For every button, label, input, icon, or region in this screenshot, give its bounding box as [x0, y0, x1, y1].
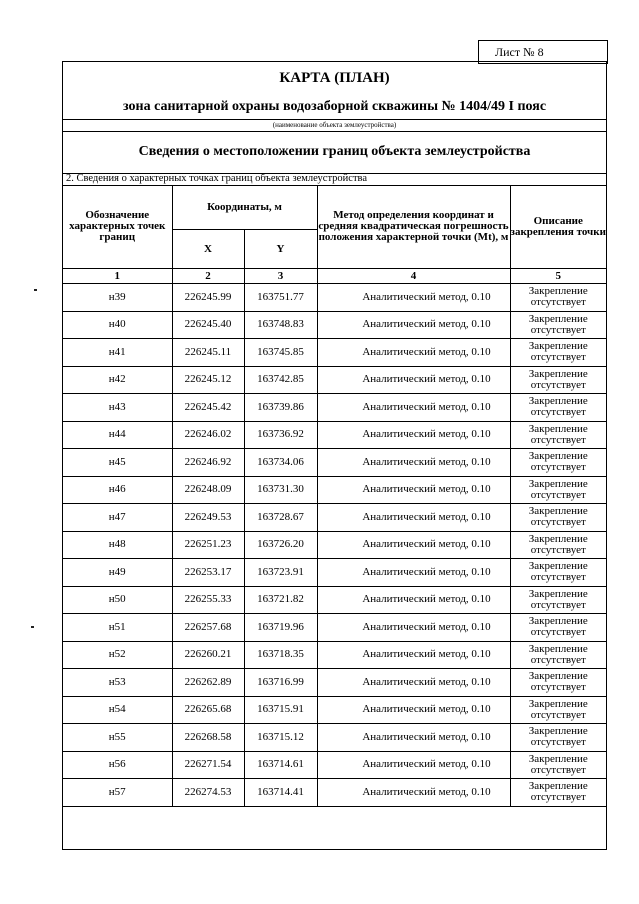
cell-method: Аналитический метод, 0.10: [317, 586, 510, 614]
cell-y: 163745.85: [244, 339, 317, 367]
table-row: [63, 476, 606, 504]
document-title: КАРТА (ПЛАН): [279, 70, 390, 86]
cell-point: н39: [63, 284, 172, 312]
table-row: [63, 669, 606, 697]
header-point-designation: Обозначение характерных точек границ: [63, 185, 172, 269]
section-title: Сведения о местоположении границ объекта землеустройства: [63, 131, 606, 174]
cell-x: 226268.58: [172, 724, 244, 752]
column-number: 4: [317, 269, 510, 284]
table-row: [63, 641, 606, 669]
cell-description: Закрепление отсутствует: [510, 366, 606, 394]
cell-description: Закрепление отсутствует: [510, 779, 606, 807]
table-row: [63, 311, 606, 339]
header-description: Описание закрепления точки: [510, 185, 606, 269]
cell-point: н47: [63, 504, 172, 532]
cell-y: 163742.85: [244, 366, 317, 394]
table-row: [63, 696, 606, 724]
table-row: [63, 751, 606, 779]
cell-x: 226257.68: [172, 614, 244, 642]
table-row: [63, 614, 606, 642]
cell-point: н46: [63, 476, 172, 504]
cell-x: 226262.89: [172, 669, 244, 697]
table-row: [63, 339, 606, 367]
table-row: [63, 421, 606, 449]
cell-description: Закрепление отсутствует: [510, 669, 606, 697]
cell-description: Закрепление отсутствует: [510, 751, 606, 779]
cell-point: н49: [63, 559, 172, 587]
cell-x: 226245.42: [172, 394, 244, 422]
column-number: 5: [510, 269, 606, 284]
cell-x: 226265.68: [172, 696, 244, 724]
cell-method: Аналитический метод, 0.10: [317, 641, 510, 669]
cell-y: 163721.82: [244, 586, 317, 614]
header-y: Y: [244, 230, 317, 269]
cell-x: 226246.92: [172, 449, 244, 477]
cell-y: 163715.91: [244, 696, 317, 724]
cell-description: Закрепление отсутствует: [510, 696, 606, 724]
cell-description: Закрепление отсутствует: [510, 476, 606, 504]
cell-method: Аналитический метод, 0.10: [317, 394, 510, 422]
cell-point: н53: [63, 669, 172, 697]
table-footer-blank: [63, 806, 606, 825]
cell-x: 226260.21: [172, 641, 244, 669]
boundary-points-table: [63, 185, 606, 825]
cell-point: н56: [63, 751, 172, 779]
column-number: 1: [63, 269, 172, 284]
cell-description: Закрепление отсутствует: [510, 284, 606, 312]
cell-y: 163734.06: [244, 449, 317, 477]
table-row: [63, 724, 606, 752]
cell-description: Закрепление отсутствует: [510, 531, 606, 559]
cell-method: Аналитический метод, 0.10: [317, 531, 510, 559]
cell-method: Аналитический метод, 0.10: [317, 284, 510, 312]
cell-description: Закрепление отсутствует: [510, 724, 606, 752]
header-x: X: [172, 230, 244, 269]
cell-point: н41: [63, 339, 172, 367]
cell-description: Закрепление отсутствует: [510, 614, 606, 642]
cell-x: 226274.53: [172, 779, 244, 807]
cell-description: Закрепление отсутствует: [510, 311, 606, 339]
table-row: [63, 531, 606, 559]
cell-method: Аналитический метод, 0.10: [317, 724, 510, 752]
cell-description: Закрепление отсутствует: [510, 449, 606, 477]
cell-description: Закрепление отсутствует: [510, 641, 606, 669]
cell-point: н43: [63, 394, 172, 422]
cell-y: 163715.12: [244, 724, 317, 752]
cell-y: 163736.92: [244, 421, 317, 449]
cell-method: Аналитический метод, 0.10: [317, 751, 510, 779]
cell-description: Закрепление отсутствует: [510, 394, 606, 422]
cell-y: 163719.96: [244, 614, 317, 642]
header-coordinates: Координаты, м: [172, 185, 317, 230]
cell-point: н44: [63, 421, 172, 449]
table-row: [63, 449, 606, 477]
sheet-number-label: Лист № 8: [478, 40, 608, 64]
table-body: [63, 284, 606, 807]
column-number: 3: [244, 269, 317, 284]
cell-x: 226245.99: [172, 284, 244, 312]
cell-x: 226255.33: [172, 586, 244, 614]
section-subheading: 2. Сведения о характерных точках границ объекта землеустройства: [63, 173, 606, 186]
cell-method: Аналитический метод, 0.10: [317, 614, 510, 642]
cell-point: н52: [63, 641, 172, 669]
cell-x: 226246.02: [172, 421, 244, 449]
cell-description: Закрепление отсутствует: [510, 504, 606, 532]
cell-description: Закрепление отсутствует: [510, 559, 606, 587]
cell-y: 163716.99: [244, 669, 317, 697]
table-row: [63, 366, 606, 394]
table-row: [63, 504, 606, 532]
cell-point: н48: [63, 531, 172, 559]
cell-method: Аналитический метод, 0.10: [317, 449, 510, 477]
cell-x: 226245.11: [172, 339, 244, 367]
cell-y: 163728.67: [244, 504, 317, 532]
cell-point: н45: [63, 449, 172, 477]
cell-x: 226251.23: [172, 531, 244, 559]
cell-point: н54: [63, 696, 172, 724]
cell-description: Закрепление отсутствует: [510, 586, 606, 614]
cell-y: 163723.91: [244, 559, 317, 587]
cell-method: Аналитический метод, 0.10: [317, 559, 510, 587]
cell-point: н42: [63, 366, 172, 394]
cell-point: н50: [63, 586, 172, 614]
scan-speck: [31, 626, 34, 628]
object-name-caption: (наименование объекта землеустройства): [63, 119, 606, 132]
cell-method: Аналитический метод, 0.10: [317, 339, 510, 367]
cell-method: Аналитический метод, 0.10: [317, 696, 510, 724]
cell-y: 163739.86: [244, 394, 317, 422]
cell-method: Аналитический метод, 0.10: [317, 421, 510, 449]
cell-point: н40: [63, 311, 172, 339]
cell-x: 226245.40: [172, 311, 244, 339]
cell-y: 163714.41: [244, 779, 317, 807]
table-row: [63, 779, 606, 807]
cell-method: Аналитический метод, 0.10: [317, 476, 510, 504]
table-row: [63, 586, 606, 614]
cell-method: Аналитический метод, 0.10: [317, 366, 510, 394]
cell-method: Аналитический метод, 0.10: [317, 779, 510, 807]
table-row: [63, 394, 606, 422]
cell-method: Аналитический метод, 0.10: [317, 311, 510, 339]
header-method: Метод определения координат и средняя квадратическая погрешность положения характерной точки (Mt), м: [317, 185, 510, 269]
cell-point: н55: [63, 724, 172, 752]
cell-x: 226249.53: [172, 504, 244, 532]
cell-point: н51: [63, 614, 172, 642]
scan-speck: [34, 289, 37, 291]
map-header: [63, 62, 606, 120]
cell-y: 163718.35: [244, 641, 317, 669]
cell-y: 163714.61: [244, 751, 317, 779]
cell-y: 163751.77: [244, 284, 317, 312]
cell-x: 226253.17: [172, 559, 244, 587]
cell-description: Закрепление отсутствует: [510, 339, 606, 367]
cell-method: Аналитический метод, 0.10: [317, 504, 510, 532]
cell-x: 226271.54: [172, 751, 244, 779]
cell-y: 163731.30: [244, 476, 317, 504]
cell-point: н57: [63, 779, 172, 807]
document-subtitle: зона санитарной охраны водозаборной скважины № 1404/49 I пояс: [122, 99, 547, 114]
table-row: [63, 559, 606, 587]
cell-method: Аналитический метод, 0.10: [317, 669, 510, 697]
document-frame: [62, 61, 607, 850]
cell-y: 163748.83: [244, 311, 317, 339]
cell-description: Закрепление отсутствует: [510, 421, 606, 449]
table-row: [63, 284, 606, 312]
cell-x: 226248.09: [172, 476, 244, 504]
column-number: 2: [172, 269, 244, 284]
cell-y: 163726.20: [244, 531, 317, 559]
cell-x: 226245.12: [172, 366, 244, 394]
